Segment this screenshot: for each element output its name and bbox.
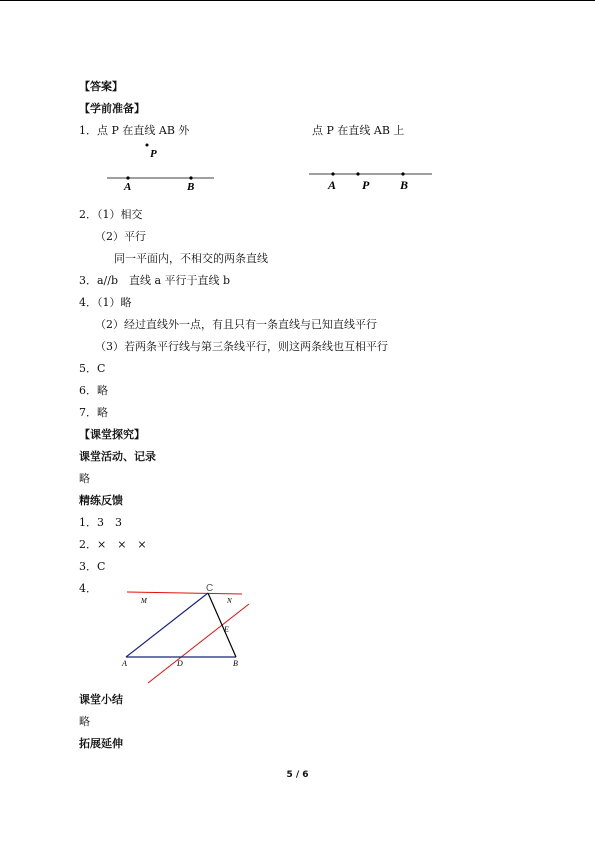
q1-left: 1．点 P 在直线 AB 外 <box>79 124 190 137</box>
q4-part2: （2）经过直线外一点，有且只有一条直线与已知直线平行 <box>95 318 377 331</box>
q6-answer: 6．略 <box>79 384 108 397</box>
practice-3: 3．C <box>79 560 106 573</box>
side-cb <box>208 593 236 657</box>
subheading-extend: 拓展延伸 <box>79 737 123 750</box>
label-p: P <box>150 148 157 160</box>
label-d: D <box>177 659 183 668</box>
answer-heading: 【答案】 <box>79 80 123 93</box>
q5-answer: 5．C <box>79 362 106 375</box>
practice-4: 4． <box>79 582 97 595</box>
label-n: N <box>227 597 232 605</box>
label-a: A <box>124 181 132 193</box>
label-c: C <box>206 583 214 594</box>
page-number: 5 / 6 <box>286 770 309 780</box>
side-ac <box>126 593 208 657</box>
label-m: M <box>141 597 147 605</box>
q7-answer: 7．略 <box>79 406 108 419</box>
label-b: B <box>187 181 195 193</box>
label-a: A <box>122 659 127 668</box>
practice-2: 2．× × × <box>79 538 147 551</box>
label-b: B <box>233 659 238 668</box>
line-through-d-e <box>148 604 249 683</box>
activity-answer: 略 <box>79 472 90 485</box>
q2-part2: （2）平行 <box>95 230 146 243</box>
label-a: A <box>328 178 337 192</box>
subheading-summary: 课堂小结 <box>79 693 123 706</box>
section-class-explore: 【课堂探究】 <box>79 428 145 441</box>
label-b: B <box>400 178 409 192</box>
practice-1: 1．3 3 <box>79 516 122 529</box>
q4-part3: （3）若两条平行线与第三条线平行，则这两条线也互相平行 <box>95 340 388 353</box>
q2-definition: 同一平面内，不相交的两条直线 <box>114 252 268 265</box>
label-p: P <box>362 178 370 192</box>
line-mn <box>127 592 242 594</box>
summary-answer: 略 <box>79 715 90 728</box>
subheading-practice: 精练反馈 <box>79 494 123 507</box>
section-pre-class: 【学前准备】 <box>79 102 145 115</box>
q3-answer: 3．a//b 直线 a 平行于直线 b <box>79 274 231 287</box>
q2-part1: 2．（1）相交 <box>79 208 143 221</box>
q4-part1: 4．（1）略 <box>79 296 132 309</box>
q1-right: 点 P 在直线 AB 上 <box>312 124 405 137</box>
subheading-activity: 课堂活动、记录 <box>79 450 156 463</box>
label-e: E <box>224 625 229 634</box>
